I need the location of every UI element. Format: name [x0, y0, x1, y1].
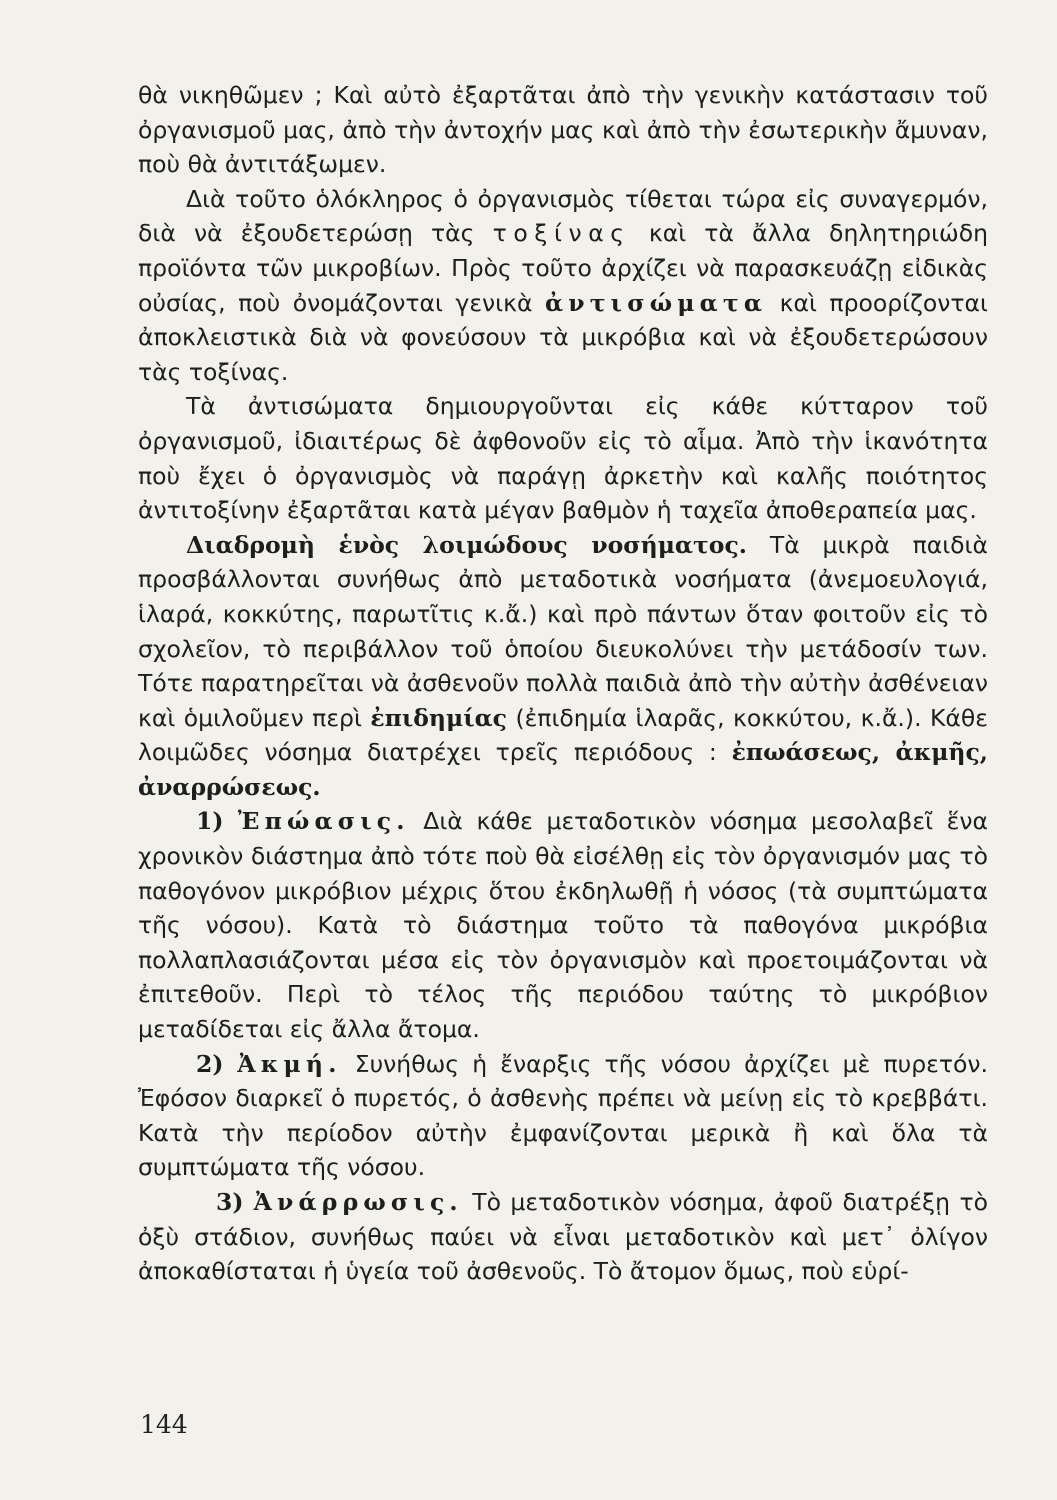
item-heading: Ἀκμή.: [237, 1049, 342, 1078]
paragraph-text: καὶ προορίζονται ἀποκλειστικὰ διὰ νὰ φονεύσουν τὰ μικρόβια καὶ νὰ ἐξουδετερώσουν τὰς τοξίνας.: [138, 288, 988, 386]
paragraph-text: Τὸ μεταδοτικὸν νόσημα, ἀφοῦ διατρέξῃ τὸ ὀξὺ στάδιον, συνήθως παύει νὰ εἶναι μεταδοτικὸν καὶ μετ᾽ ὀλίγον ἀποκαθίσταται ἡ ὑγεία τοῦ ἀσθενοῦς. Τὸ ἄτομον ὅμως, ποὺ εὑρί-: [138, 1188, 989, 1286]
paragraph-text: (ἐπιδημία ἱλαρᾶς, κοκκύτου, κ.ἄ.). Κάθε λοιμῶδες νόσημα διατρέχει τρεῖς περιόδους :: [138, 703, 988, 767]
paragraph-text: θὰ νικηθῶμεν ; Καὶ αὐτὸ ἐξαρτᾶται ἀπὸ τὴν γενικὴν κατάστασιν τοῦ ὀργανισμοῦ μας, ἀπὸ τὴν ἀντοχήν μας καὶ ἀπὸ τὴν ἐσωτερικὴν ἄμυναν, ποὺ θὰ ἀντιτάξωμεν.: [138, 81, 988, 179]
paragraph-text: Συνήθως ἡ ἔναρξις τῆς νόσου ἀρχίζει μὲ πυρετόν. Ἐφόσον διαρκεῖ ὁ πυρετός, ὁ ἀσθενὴς πρέπει νὰ μείνῃ εἰς τὸ κρεββάτι. Κατὰ τὴν περίοδον αὐτὴν ἐμφανίζονται μερικὰ ἢ καὶ ὅλα τὰ συμπτώματα τῆς νόσου.: [138, 1049, 989, 1182]
bold-term: ἐπωάσεως, ἀκμῆς, ἀναρρώσεως.: [138, 738, 988, 801]
paragraph-text: Διὰ τοῦτο ὁλόκληρος ὁ ὀργανισμὸς τίθεται τώρα εἰς συναγερμόν, διὰ νὰ ἐξουδετερώσῃ τὰς: [138, 184, 988, 248]
paragraph-text: Τὰ μικρὰ παιδιὰ προσβάλλονται συνήθως ἀπὸ μεταδοτικὰ νοσήματα (ἀνεμοευλογιά, ἱλαρά, κοκκύτης, παρωτῖτις κ.ἄ.) καὶ πρὸ πάντων ὅταν φοιτοῦν εἰς τὸ σχολεῖον, τὸ περιβάλλον τοῦ ὁποίου διευκολύνει τὴν μετάδοσίν των. Τότε παρατηρεῖται νὰ ἀσθενοῦν πολλὰ παιδιὰ ἀπὸ τὴν αὐτὴν ἀσθένειαν καὶ ὁμιλοῦμεν περὶ: [138, 530, 988, 732]
spaced-term: τοξίνας: [492, 219, 631, 248]
bold-spaced-term: ἀντισώματα: [544, 288, 768, 317]
bold-term: ἐπιδημίας: [370, 703, 507, 732]
item-heading: Ἐπώασις.: [237, 807, 410, 836]
paragraph-text: καὶ τὰ ἄλλα δηλητηριώδη προϊόντα τῶν μικροβίων. Πρὸς τοῦτο ἀρχίζει νὰ παρασκευάζῃ εἰδικὰς οὐσίας, ποὺ ὀνομάζονται γενικὰ: [138, 219, 988, 317]
paragraph-1: [138, 78, 988, 182]
body-text: [138, 78, 988, 1289]
item-number: 2): [196, 1049, 238, 1078]
page-number: 144: [140, 1410, 188, 1439]
paragraph-4: [138, 528, 988, 805]
paragraph-5: [138, 804, 988, 1046]
item-number: 1): [196, 807, 238, 836]
paragraph-text: Διὰ κάθε μεταδοτικὸν νόσημα μεσολαβεῖ ἕνα χρονικὸν διάστημα ἀπὸ τότε ποὺ θὰ εἰσέλθῃ εἰς τὸν ὀργανισμόν μας τὸ παθογόνον μικρόβιον μέχρις ὅτου ἐκδηλωθῇ ἡ νόσος (τὰ συμπτώματα τῆς νόσου). Κατὰ τὸ διάστημα τοῦτο τὰ παθογόνα μικρόβια πολλαπλασιάζονται μέσα εἰς τὸν ὀργανισμὸν καὶ προετοιμάζονται νὰ ἐπιτεθοῦν. Περὶ τὸ τέλος τῆς περιόδου ταύτης τὸ μικρόβιον μεταδίδεται εἰς ἄλλα ἄτομα.: [138, 807, 989, 1044]
section-heading: Διαδρομὴ ἑνὸς λοιμώδους νοσήματος.: [186, 530, 747, 559]
item-number: 3): [216, 1188, 254, 1216]
paragraph-6: [138, 1047, 988, 1185]
paragraph-3: [138, 389, 988, 527]
paragraph-2: [138, 182, 988, 390]
item-heading: Ἀνάρρωσις.: [253, 1188, 463, 1216]
paragraph-text: Τὰ ἀντισώματα δημιουργοῦνται εἰς κάθε κύτταρον τοῦ ὀργανισμοῦ, ἰδιαιτέρως δὲ ἀφθονοῦν εἰς τὸ αἷμα. Ἀπὸ τὴν ἱκανότητα ποὺ ἔχει ὁ ὀργανισμὸς νὰ παράγῃ ἀρκετὴν καὶ καλῆς ποιότητος ἀντιτοξίνην ἐξαρτᾶται κατὰ μέγαν βαθμὸν ἡ ταχεῖα ἀποθεραπεία μας.: [138, 392, 988, 525]
paragraph-7: [138, 1185, 988, 1289]
